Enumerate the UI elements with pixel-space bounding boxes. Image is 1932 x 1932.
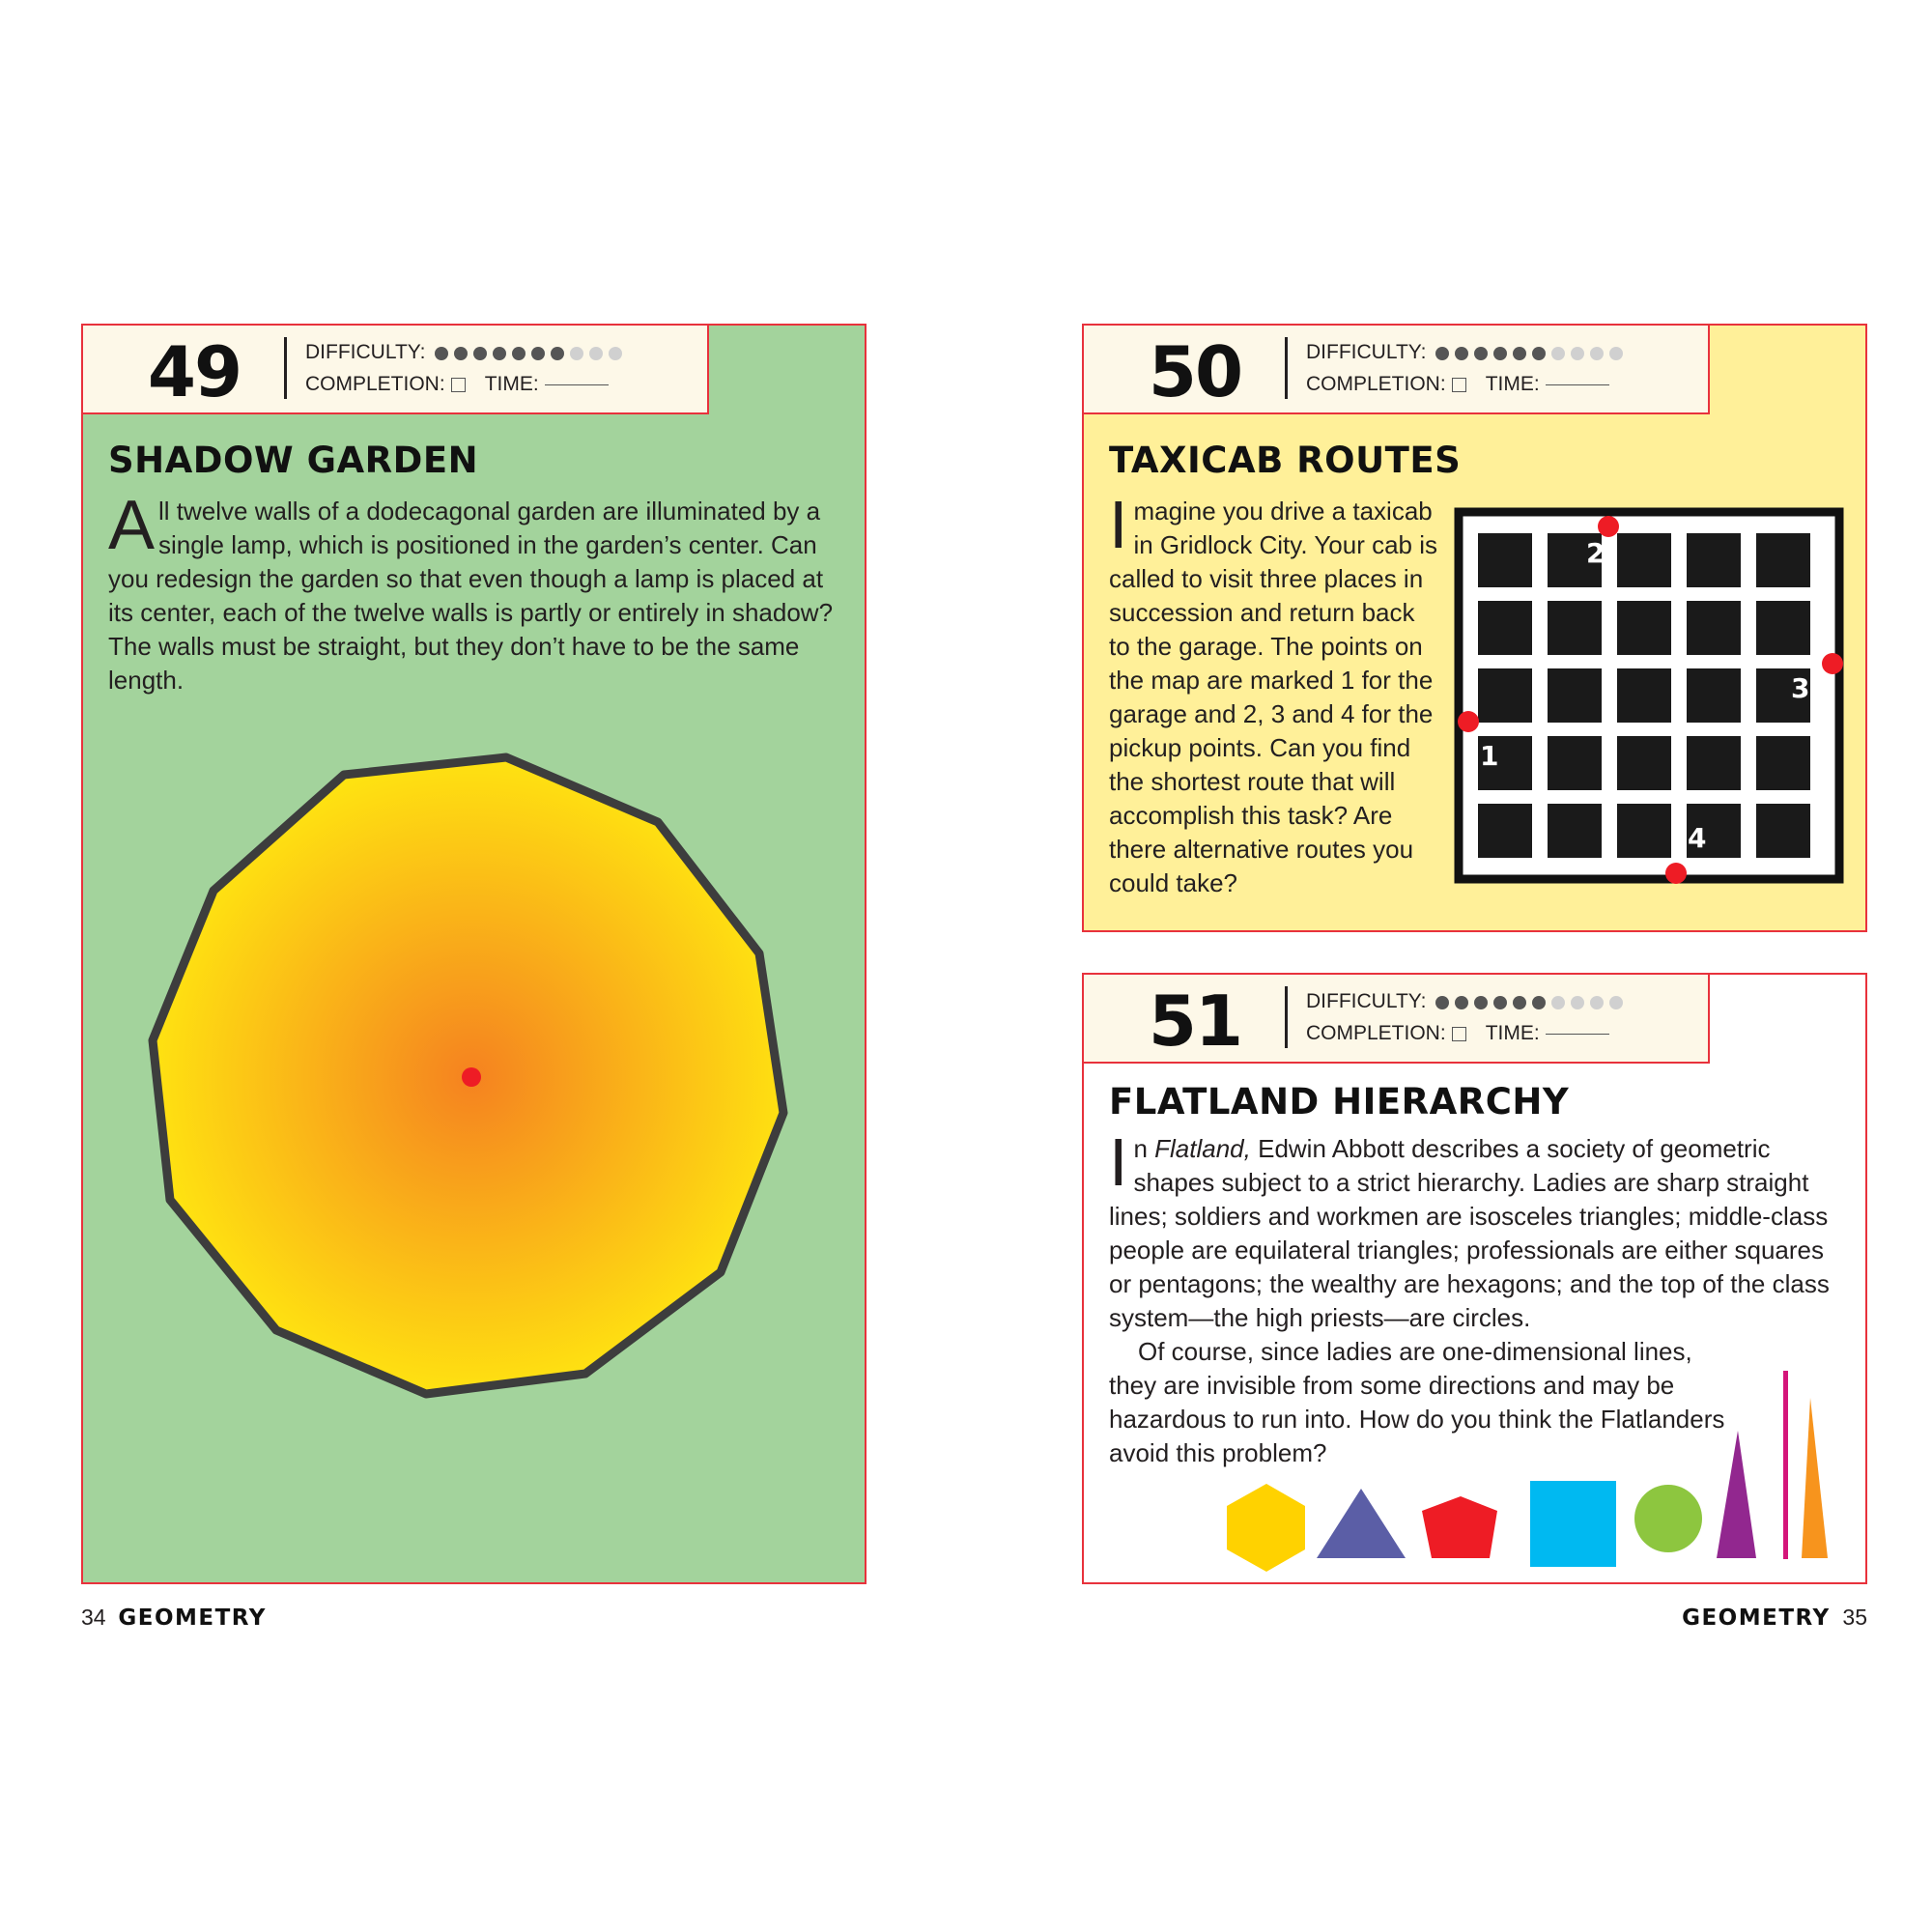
time-label: TIME: xyxy=(1485,1022,1540,1044)
drop-cap: I xyxy=(1109,1124,1128,1200)
hexagon-shape xyxy=(1227,1484,1305,1572)
equilateral-triangle-shape xyxy=(1317,1489,1406,1558)
difficulty-label: DIFFICULTY: xyxy=(1306,990,1427,1012)
city-block xyxy=(1756,736,1810,790)
drop-cap: I xyxy=(1109,487,1128,562)
difficulty-dot xyxy=(1474,347,1488,360)
dodecagonal-garden-figure xyxy=(83,326,868,1586)
puzzle-text: Imagine you drive a taxicab in Gridlock City. Your cab is called to visit three places in succession and return back to the garage. The points on the map are marked 1 for the garage and 2, 3 and 4 for the pickup points. Can you find the shortest route that will accomplish this task? Are there alternative routes you could take? xyxy=(1109,487,1437,897)
section-name: GEOMETRY xyxy=(118,1605,267,1631)
city-block xyxy=(1687,601,1741,655)
city-block xyxy=(1478,533,1532,587)
difficulty-dot xyxy=(1493,347,1507,360)
city-block xyxy=(1617,668,1671,723)
thin-triangle-shape xyxy=(1802,1398,1828,1558)
puzzle-title: FLATLAND HIERARCHY xyxy=(1109,1081,1570,1122)
isosceles-triangle-shape xyxy=(1717,1431,1756,1558)
city-block xyxy=(1756,804,1810,858)
puzzle-card-51 xyxy=(1082,973,1867,1584)
page-number: 34 xyxy=(81,1605,106,1630)
city-block xyxy=(1617,601,1671,655)
difficulty-dot xyxy=(1513,347,1526,360)
route-point-2 xyxy=(1598,516,1619,537)
puzzle-header xyxy=(1082,324,1710,414)
city-block xyxy=(1478,804,1532,858)
difficulty-label: DIFFICULTY: xyxy=(1306,341,1427,363)
difficulty-dot xyxy=(1455,347,1468,360)
route-point-1 xyxy=(1458,711,1479,732)
difficulty-rating xyxy=(1435,341,1629,364)
route-point-3 xyxy=(1822,653,1843,674)
time-label: TIME: xyxy=(484,373,539,395)
city-block xyxy=(1687,736,1741,790)
city-block xyxy=(1617,736,1671,790)
puzzle-number: 50 xyxy=(1148,331,1242,412)
point-label-1: 1 xyxy=(1480,740,1499,772)
circle-shape xyxy=(1634,1485,1702,1552)
difficulty-dot xyxy=(1590,347,1604,360)
book-title: Flatland, xyxy=(1154,1134,1251,1163)
route-point-4 xyxy=(1665,863,1687,884)
city-block xyxy=(1617,533,1671,587)
difficulty-dot xyxy=(1571,347,1584,360)
point-label-4: 4 xyxy=(1688,822,1707,854)
city-blocks xyxy=(1478,533,1810,858)
drop-cap: A xyxy=(108,487,156,564)
puzzle-text: All twelve walls of a dodecagonal garden are illuminated by a single lamp, which is positioned in the garden’s center. Can you redesign the garden so that even though a lamp is placed at its center, each of the twelve walls is partly or entirely in shadow? The walls must be straight, but they don’t have to be the same length. xyxy=(108,487,834,695)
page-footer-right xyxy=(1682,1605,1867,1631)
city-block xyxy=(1756,601,1810,655)
completion-checkbox[interactable] xyxy=(1452,378,1466,392)
city-block xyxy=(1548,736,1602,790)
city-block xyxy=(1687,533,1741,587)
completion-label: COMPLETION: xyxy=(305,373,445,395)
puzzle-card-50 xyxy=(1082,324,1867,932)
city-block xyxy=(1478,601,1532,655)
gridlock-city-map xyxy=(1451,504,1847,891)
point-label-2: 2 xyxy=(1586,537,1605,569)
puzzle-number: 49 xyxy=(147,331,242,412)
puzzle-title: SHADOW GARDEN xyxy=(108,440,479,481)
completion-label: COMPLETION: xyxy=(1306,1022,1446,1044)
difficulty-dot xyxy=(1551,347,1565,360)
puzzle-title: TAXICAB ROUTES xyxy=(1109,440,1462,481)
point-label-3: 3 xyxy=(1791,672,1810,704)
time-field[interactable] xyxy=(1546,384,1609,385)
page-footer-left xyxy=(81,1605,267,1631)
pentagon-shape xyxy=(1422,1496,1497,1558)
header-divider xyxy=(1285,337,1288,399)
city-block xyxy=(1548,668,1602,723)
page-number: 35 xyxy=(1842,1605,1867,1630)
difficulty-dot xyxy=(1435,347,1449,360)
paragraph-1: In Flatland, Edwin Abbott describes a society of geometric shapes subject to a strict hierarchy. Ladies are sharp straight lines; soldiers and workmen are isosceles triangles; middle-class people are equilateral triangles; professionals are either squares or pentagons; the wealthy are hexagons; and the top of the class system—the high priests—are circles. xyxy=(1109,1124,1830,1332)
city-block xyxy=(1687,668,1741,723)
city-block xyxy=(1756,533,1810,587)
time-label: TIME: xyxy=(1485,373,1540,395)
difficulty-dot xyxy=(1609,347,1623,360)
section-name: GEOMETRY xyxy=(1682,1605,1831,1631)
line-shape xyxy=(1783,1371,1788,1559)
paragraph-2: Of course, since ladies are one-dimensional lines, they are invisible from some directions and may be hazardous to run into. How do you think the Flatlanders avoid this problem? xyxy=(1109,1337,1725,1467)
difficulty-dot xyxy=(1532,347,1546,360)
city-block xyxy=(1617,804,1671,858)
square-shape xyxy=(1530,1481,1616,1567)
city-block xyxy=(1548,804,1602,858)
city-block xyxy=(1478,668,1532,723)
difficulty-label: DIFFICULTY: xyxy=(305,341,426,363)
puzzle-card-49 xyxy=(81,324,867,1584)
completion-label: COMPLETION: xyxy=(1306,373,1446,395)
puzzle-number: 51 xyxy=(1148,980,1242,1062)
lamp-dot xyxy=(462,1067,481,1087)
flatland-shapes xyxy=(1084,975,1869,1586)
city-block xyxy=(1548,601,1602,655)
